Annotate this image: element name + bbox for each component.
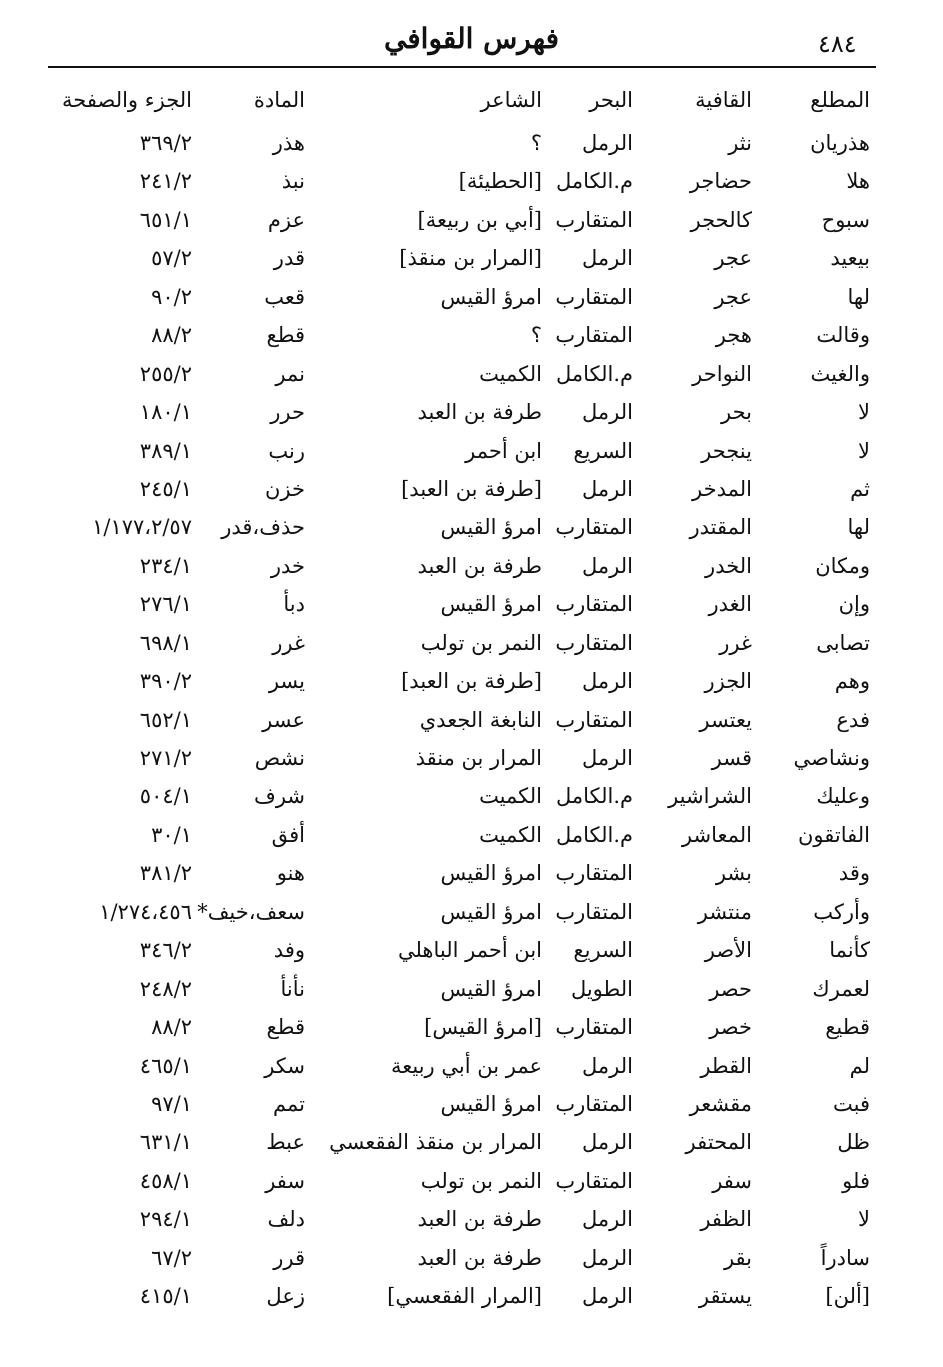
volume-page-cell: ٦٧/٢: [151, 1245, 192, 1270]
bahr-cell: المتقارب: [555, 284, 633, 309]
root-cell: قطع: [266, 323, 305, 348]
bahr-cell: المتقارب: [555, 592, 633, 617]
poet-cell: [طرفة بن العبد]: [401, 669, 542, 694]
rhymes-table-body: [0, 124, 943, 1316]
root-cell: خدر: [270, 553, 305, 578]
volume-page-cell: ١/١٧٧،٢/٥٧: [92, 515, 192, 540]
qafia-cell: هجر: [715, 323, 752, 348]
root-cell: حرر: [270, 400, 305, 425]
volume-page-cell: ٢٧١/٢: [139, 746, 192, 770]
root-cell: قطع: [266, 1015, 305, 1040]
matla-cell: لم: [849, 1053, 870, 1078]
header-rule: [48, 66, 876, 68]
root-cell: سفر: [265, 1168, 305, 1193]
qafia-cell: المعاشر: [681, 822, 752, 847]
volume-page-cell: ٨٨/٢: [151, 1015, 192, 1040]
root-cell: يسر: [268, 669, 305, 694]
volume-page-cell: ٤٦٥/١: [139, 1053, 192, 1078]
poet-cell: امرؤ القيس: [440, 976, 542, 1001]
qafia-cell: حضاجر: [689, 169, 752, 194]
qafia-cell: مقشعر: [689, 1091, 752, 1116]
bahr-cell: المتقارب: [555, 1091, 633, 1116]
volume-page-cell: ٥٠٤/١: [139, 784, 192, 809]
matla-cell: فدع: [836, 707, 870, 732]
matla-cell: لها: [847, 515, 870, 540]
volume-page-cell: ٣٨١/٢: [139, 861, 192, 886]
root-cell: حذف،قدر: [221, 515, 305, 540]
matla-cell: ظل: [837, 1130, 870, 1155]
root-cell: عبط: [266, 1130, 305, 1155]
qafia-cell: كالحجر: [690, 207, 752, 232]
root-cell: دلف: [267, 1207, 305, 1232]
qafia-cell: خصر: [709, 1015, 752, 1040]
matla-cell: وإن: [838, 592, 870, 617]
root-cell: قرر: [273, 1245, 305, 1270]
bahr-cell: المتقارب: [555, 899, 633, 924]
volume-page-cell: ٢٧٦/١: [139, 592, 192, 617]
table-row: [0, 701, 943, 739]
bahr-cell: الرمل: [582, 1284, 633, 1309]
qafia-cell: الغدر: [708, 592, 752, 617]
poet-cell: امرؤ القيس: [440, 899, 542, 924]
matla-cell: ثم: [850, 476, 870, 501]
root-cell: شرف: [254, 784, 305, 809]
header-matla: المطلع: [810, 88, 870, 112]
volume-page-cell: ٣٠/١: [151, 822, 192, 847]
poet-cell: النابغة الجعدي: [419, 707, 542, 732]
bahr-cell: م.الكامل: [555, 361, 633, 386]
table-row: [0, 777, 943, 815]
qafia-cell: عجر: [714, 284, 752, 309]
poet-cell: طرفة بن العبد: [417, 1245, 542, 1270]
volume-page-cell: ٢٤١/٢: [139, 169, 192, 194]
matla-cell: والغيث: [810, 361, 870, 386]
table-row: [0, 393, 943, 431]
table-row: [0, 1200, 943, 1238]
poet-cell: [أبي بن ربيعة]: [417, 207, 542, 232]
poet-cell: طرفة بن العبد: [417, 1207, 542, 1232]
poet-cell: [الحطيئة]: [458, 169, 542, 194]
root-cell: غرر: [272, 630, 305, 655]
matla-cell: لا: [858, 438, 870, 463]
poet-cell: ؟: [530, 131, 542, 155]
qafia-cell: المحتفر: [685, 1130, 752, 1155]
matla-cell: لها: [847, 284, 870, 309]
root-cell: نمر: [275, 361, 305, 386]
poet-cell: [المرار الفقعسي]: [387, 1284, 542, 1309]
table-row: [0, 624, 943, 662]
matla-cell: وقد: [838, 861, 870, 886]
poet-cell: [امرؤ القيس]: [424, 1015, 542, 1040]
qafia-cell: الخدر: [705, 553, 752, 578]
poet-cell: امرؤ القيس: [440, 284, 542, 309]
qafia-cell: بحر: [721, 400, 752, 425]
bahr-cell: الرمل: [582, 1245, 633, 1270]
poet-cell: ؟: [530, 323, 542, 348]
volume-page-cell: ٨٨/٢: [151, 323, 192, 348]
matla-cell: سادراً: [820, 1245, 870, 1270]
poet-cell: النمر بن تولب: [420, 630, 542, 655]
matla-cell: هذريان: [810, 131, 870, 155]
table-row: [0, 1162, 943, 1200]
volume-page-cell: ٩٠/٢: [151, 284, 192, 309]
poet-cell: طرفة بن العبد: [417, 400, 542, 425]
volume-page-cell: ٢٥٥/٢: [139, 361, 192, 386]
root-cell: نأنأ: [280, 976, 305, 1001]
root-cell: أفق: [271, 822, 305, 847]
table-row: [0, 201, 943, 239]
root-cell: دبأ: [283, 592, 305, 617]
poet-cell: امرؤ القيس: [440, 861, 542, 886]
table-row: [0, 739, 943, 777]
volume-page-cell: ٦٥٢/١: [139, 707, 192, 732]
matla-cell: قطيع: [825, 1015, 870, 1040]
bahr-cell: الرمل: [582, 246, 633, 271]
poet-cell: ابن أحمر: [465, 438, 542, 463]
qafia-cell: حصر: [709, 976, 752, 1001]
table-row: [0, 662, 943, 700]
table-row: [0, 547, 943, 585]
volume-page-cell: ٩٧/١: [151, 1091, 192, 1116]
volume-page-cell: ٢٩٤/١: [139, 1207, 192, 1232]
bahr-cell: الرمل: [582, 1207, 633, 1232]
qafia-cell: الجزر: [704, 669, 752, 694]
volume-page-cell: ٤١٥/١: [139, 1284, 192, 1309]
poet-cell: عمر بن أبي ربيعة: [390, 1053, 542, 1078]
poet-cell: المرار بن منقذ: [415, 746, 542, 770]
root-cell: تمم: [273, 1091, 305, 1116]
table-header: [0, 80, 943, 120]
matla-cell: وقالت: [816, 323, 870, 348]
poet-cell: الكميت: [479, 784, 542, 809]
volume-page-cell: ٥٧/٢: [151, 246, 192, 271]
qafia-cell: يستقر: [698, 1284, 752, 1309]
root-cell: عزم: [267, 207, 305, 232]
header-juz: الجزء والصفحة: [62, 88, 192, 112]
poet-cell: المرار بن منقذ الفقعسي: [329, 1130, 542, 1155]
table-row: [0, 470, 943, 508]
table-row: [0, 124, 943, 162]
matla-cell: الفاتقون: [798, 822, 870, 847]
bahr-cell: السريع: [573, 938, 633, 963]
matla-cell: سبوح: [821, 207, 870, 232]
qafia-cell: قسر: [711, 746, 752, 770]
table-row: [0, 816, 943, 854]
header-madda: المادة: [253, 88, 305, 112]
table-row: [0, 931, 943, 969]
matla-cell: وهم: [834, 669, 870, 694]
root-cell: نبذ: [281, 169, 305, 194]
matla-cell: كأنما: [829, 938, 870, 963]
bahr-cell: المتقارب: [555, 630, 633, 655]
bahr-cell: الرمل: [582, 746, 633, 770]
bahr-cell: المتقارب: [555, 1015, 633, 1040]
qafia-cell: الشراشير: [668, 784, 752, 809]
root-cell: هنو: [276, 861, 305, 886]
volume-page-cell: ٤٥٨/١: [139, 1168, 192, 1193]
qafia-cell: عجر: [714, 246, 752, 271]
page-title: فهرس القوافي: [383, 22, 560, 55]
bahr-cell: المتقارب: [555, 323, 633, 348]
root-cell: سعف،خيف*: [197, 899, 305, 924]
bahr-cell: الرمل: [582, 1053, 633, 1078]
volume-page-cell: ٣٨٩/١: [139, 438, 192, 463]
qafia-cell: النواحر: [692, 361, 752, 386]
matla-cell: لا: [858, 1207, 870, 1232]
table-row: [0, 278, 943, 316]
qafia-cell: غرر: [719, 630, 752, 655]
bahr-cell: م.الكامل: [555, 822, 633, 847]
matla-cell: وعليك: [816, 784, 870, 809]
table-row: [0, 432, 943, 470]
poet-cell: الكميت: [479, 822, 542, 847]
root-cell: عسر: [262, 707, 305, 732]
table-row: [0, 355, 943, 393]
qafia-cell: سفر: [712, 1168, 752, 1193]
table-row: [0, 854, 943, 892]
bahr-cell: الطويل: [570, 976, 633, 1001]
table-row: [0, 239, 943, 277]
root-cell: رنب: [268, 438, 305, 463]
volume-page-cell: ٦٣١/١: [139, 1130, 192, 1155]
bahr-cell: الرمل: [582, 476, 633, 501]
root-cell: قعب: [264, 284, 305, 309]
bahr-cell: الرمل: [582, 400, 633, 425]
qafia-cell: الأصر: [704, 938, 752, 963]
volume-page-cell: ٣٩٠/٢: [139, 669, 192, 694]
header-qafia: القافية: [695, 88, 752, 112]
poet-cell: امرؤ القيس: [440, 1091, 542, 1116]
matla-cell: ومكان: [815, 553, 870, 578]
table-row: [0, 585, 943, 623]
poet-cell: [المرار بن منقذ]: [399, 246, 542, 271]
qafia-cell: ينجحر: [701, 438, 752, 463]
table-row: [0, 970, 943, 1008]
volume-page-cell: ١٨٠/١: [139, 400, 192, 425]
root-cell: نشص: [254, 746, 305, 770]
table-row: [0, 1123, 943, 1161]
table-row: [0, 508, 943, 546]
bahr-cell: المتقارب: [555, 1168, 633, 1193]
matla-cell: وأركب: [813, 899, 870, 924]
bahr-cell: الرمل: [582, 1130, 633, 1155]
table-row: [0, 1277, 943, 1315]
root-cell: سكر: [264, 1053, 305, 1078]
table-row: [0, 1047, 943, 1085]
poet-cell: امرؤ القيس: [440, 592, 542, 617]
qafia-cell: القطر: [700, 1053, 752, 1078]
volume-page-cell: ٦٩٨/١: [139, 630, 192, 655]
volume-page-cell: ١/٢٧٤،٤٥٦: [99, 899, 192, 924]
page-number: ٤٨٤: [818, 30, 857, 58]
bahr-cell: الرمل: [582, 553, 633, 578]
table-row: [0, 893, 943, 931]
bahr-cell: المتقارب: [555, 707, 633, 732]
bahr-cell: الرمل: [582, 131, 633, 155]
poet-cell: النمر بن تولب: [420, 1168, 542, 1193]
bahr-cell: الرمل: [582, 669, 633, 694]
volume-page-cell: ٢٤٨/٢: [139, 976, 192, 1001]
qafia-cell: المقتدر: [689, 515, 752, 540]
bahr-cell: المتقارب: [555, 861, 633, 886]
qafia-cell: المدخر: [692, 476, 752, 501]
bahr-cell: م.الكامل: [555, 784, 633, 809]
bahr-cell: المتقارب: [555, 515, 633, 540]
matla-cell: بيعيد: [830, 246, 870, 271]
poet-cell: [طرفة بن العبد]: [401, 476, 542, 501]
poet-cell: امرؤ القيس: [440, 515, 542, 540]
matla-cell: لا: [858, 400, 870, 425]
matla-cell: [ألن]: [825, 1284, 870, 1309]
root-cell: خزن: [265, 476, 305, 501]
header-bahr: البحر: [589, 88, 633, 112]
qafia-cell: نثر: [728, 131, 752, 155]
root-cell: هذر: [272, 131, 305, 155]
qafia-cell: منتشر: [697, 899, 752, 924]
table-row: [0, 316, 943, 354]
poet-cell: الكميت: [479, 361, 542, 386]
table-row: [0, 1085, 943, 1123]
qafia-cell: يعتسر: [699, 707, 752, 732]
root-cell: وفد: [273, 938, 305, 963]
qafia-cell: بشر: [715, 861, 752, 886]
matla-cell: لعمرك: [812, 976, 870, 1001]
root-cell: زعل: [266, 1284, 305, 1309]
volume-page-cell: ٣٦٩/٢: [139, 131, 192, 155]
poet-cell: طرفة بن العبد: [417, 553, 542, 578]
root-cell: قدر: [273, 246, 305, 271]
bahr-cell: المتقارب: [555, 207, 633, 232]
volume-page-cell: ٣٤٦/٢: [139, 938, 192, 963]
volume-page-cell: ٢٣٤/١: [139, 553, 192, 578]
bahr-cell: السريع: [573, 438, 633, 463]
matla-cell: فلو: [842, 1168, 870, 1193]
qafia-cell: بقر: [723, 1245, 752, 1270]
volume-page-cell: ٢٤٥/١: [139, 476, 192, 501]
poet-cell: ابن أحمر الباهلي: [397, 938, 542, 963]
header-shaer: الشاعر: [480, 88, 542, 112]
table-row: [0, 162, 943, 200]
matla-cell: فبت: [833, 1091, 870, 1116]
bahr-cell: م.الكامل: [555, 169, 633, 194]
qafia-cell: الظفر: [700, 1207, 752, 1232]
volume-page-cell: ٦٥١/١: [139, 207, 192, 232]
matla-cell: تصابى: [816, 630, 870, 655]
matla-cell: هلا: [846, 169, 870, 194]
table-row: [0, 1008, 943, 1046]
matla-cell: ونشاصي: [793, 746, 870, 770]
table-row: [0, 1239, 943, 1277]
